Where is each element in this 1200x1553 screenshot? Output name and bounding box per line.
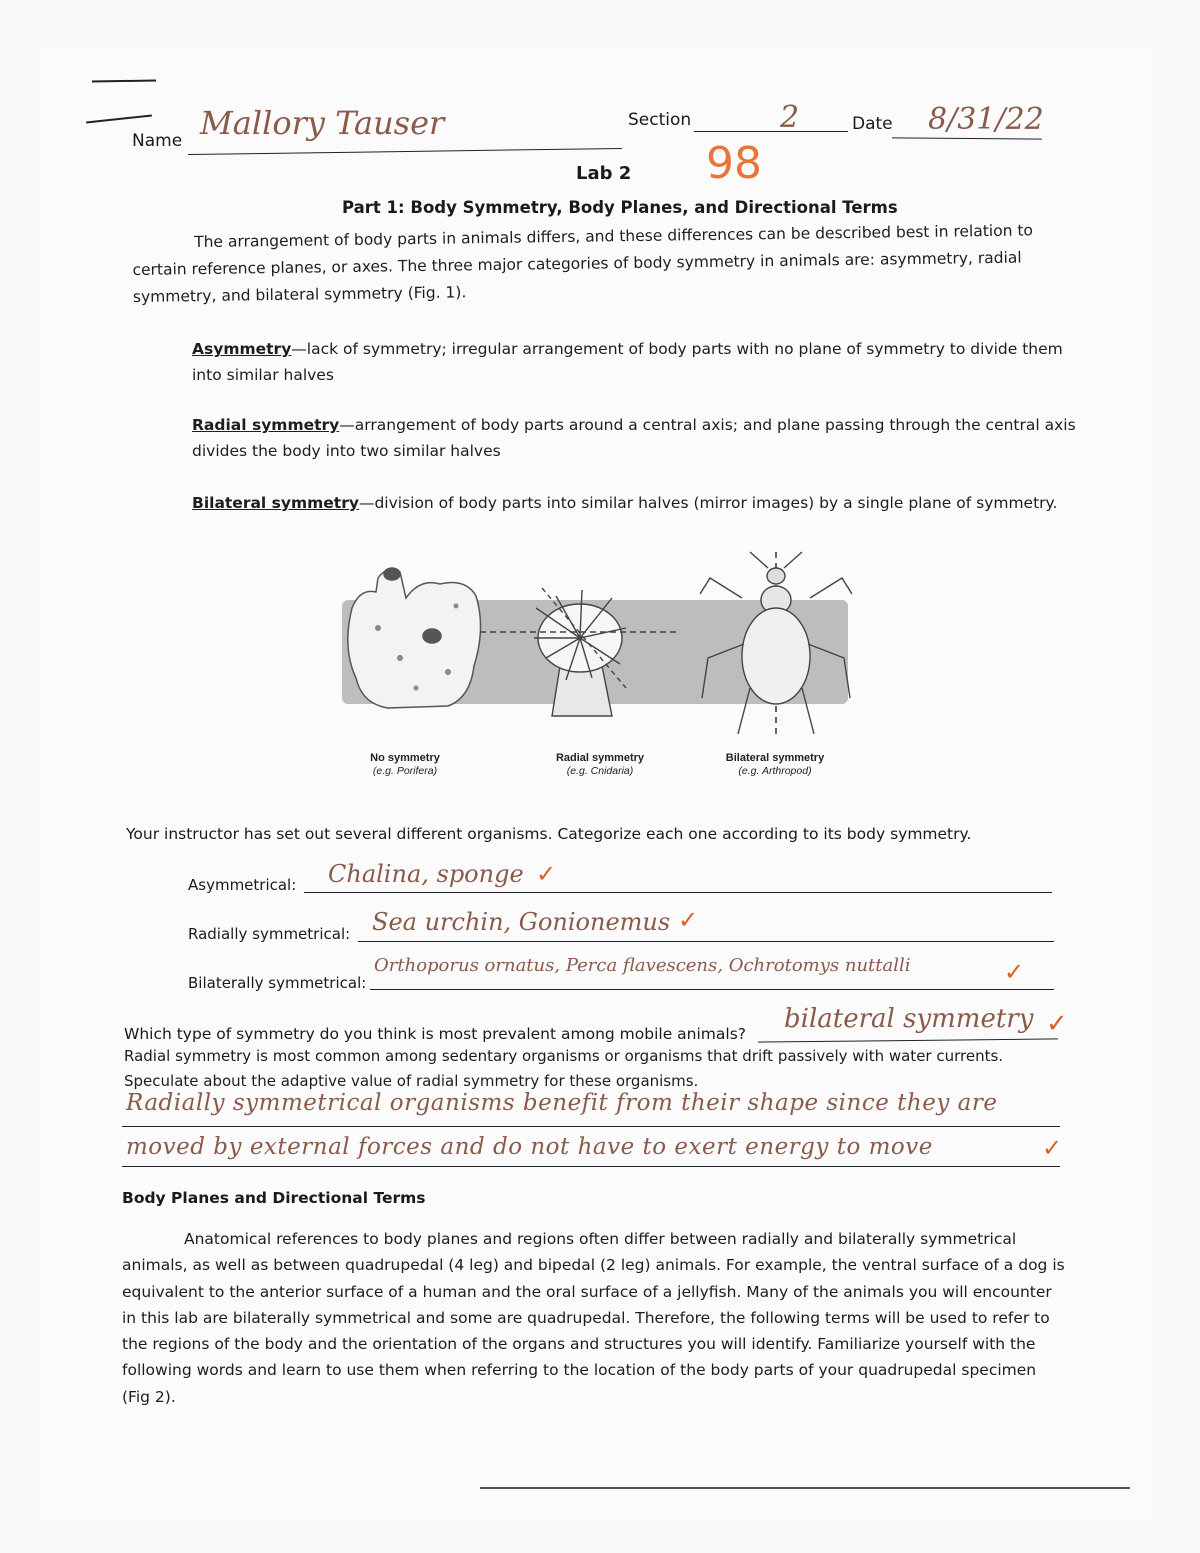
paragraph-line: the regions of the body and the orientation of the organs and structures you will identify. Familiarize yourself with the (122, 1335, 1036, 1354)
caption-example-text: (e.g. Arthropod) (738, 765, 812, 777)
answer-line (122, 1126, 1060, 1127)
radial-question-line: Radial symmetry is most common among sedentary organisms or organisms that drift passively with water currents. (124, 1047, 1004, 1065)
grade-mark: 98 (706, 138, 762, 189)
body-planes-paragraph (122, 1226, 1065, 1410)
caption-example (712, 765, 838, 778)
part1-title: Part 1: Body Symmetry, Body Planes, and Directional Terms (342, 198, 898, 217)
page-bottom-edge (480, 1487, 1130, 1489)
radial-question (124, 1044, 1003, 1094)
bilateral-line (370, 989, 1054, 990)
bilateral-answer[interactable]: Orthoporus ornatus, Perca flavescens, Ochrotomys nuttalli (374, 955, 911, 976)
intro-line: The arrangement of body parts in animals differs, and these differences can be described best in relation to (194, 221, 1034, 252)
radial-line (358, 941, 1054, 942)
paragraph-line: animals, as well as between quadrupedal (4 leg) and bipedal (2 leg) animals. For example, the ventral surface of a dog is (122, 1256, 1065, 1275)
checkmark-icon: ✓ (1042, 1135, 1063, 1162)
definition-bilateral (192, 490, 1057, 516)
caption-example (540, 765, 660, 778)
mobile-question: Which type of symmetry do you think is most prevalent among mobile animals? (124, 1025, 746, 1043)
name-value: Mallory Tauser (200, 104, 445, 142)
definition-text: —arrangement of body parts around a central axis; and plane passing through the central axis (339, 416, 1076, 434)
date-label: Date (852, 114, 893, 134)
caption-example-text: (e.g. Porifera) (372, 765, 438, 777)
symmetry-figure (330, 548, 860, 748)
part1-intro (132, 217, 1034, 311)
caption-example (350, 765, 460, 778)
definition-text: divides the body into two similar halves (192, 442, 501, 460)
date-value: 8/31/22 (928, 102, 1044, 137)
intro-line: certain reference planes, or axes. The three major categories of body symmetry in animals are: asymmetry, radial (132, 248, 1022, 279)
caption-example-text: (e.g. Cnidaria) (566, 765, 634, 777)
definition-term: Radial symmetry (192, 416, 340, 434)
caption-no-symmetry (350, 752, 460, 778)
section-value: 2 (780, 100, 800, 135)
caption-title: Bilateral symmetry (725, 752, 825, 764)
name-label: Name (132, 131, 183, 151)
definition-term: Bilateral symmetry (192, 494, 359, 512)
paragraph-line: equivalent to the anterior surface of a human and the oral surface of a jellyfish. Many of the animals you will encounter (122, 1282, 1052, 1301)
asymmetrical-answer[interactable]: Chalina, sponge (328, 860, 524, 888)
answer-line (122, 1166, 1060, 1167)
radial-label: Radially symmetrical: (188, 925, 351, 943)
checkmark-icon: ✓ (536, 861, 557, 888)
paragraph-line: (Fig 2). (122, 1387, 176, 1406)
definition-term: Asymmetry (192, 340, 292, 358)
definition-radial (192, 412, 1076, 464)
mobile-answer[interactable]: bilateral symmetry (784, 1004, 1034, 1034)
section-label: Section (628, 110, 692, 130)
definition-asymmetry (192, 336, 1063, 388)
checkmark-icon: ✓ (678, 907, 699, 934)
bilateral-label: Bilaterally symmetrical: (188, 974, 367, 992)
categorize-instruction: Your instructor has set out several different organisms. Categorize each one according to its body symmetry. (126, 825, 972, 843)
asymmetrical-line (304, 892, 1052, 893)
definition-text: into similar halves (192, 366, 334, 384)
radial-answer[interactable]: Sea urchin, Gonionemus (372, 908, 671, 936)
caption-title: Radial symmetry (555, 752, 645, 764)
sponge-illustration (348, 568, 481, 708)
section-line (694, 131, 848, 132)
caption-bilateral-symmetry (712, 752, 838, 778)
lab-title: Lab 2 (576, 163, 632, 184)
radial-answer-line2[interactable]: moved by external forces and do not have to exert energy to move (126, 1134, 933, 1160)
paragraph-line: Anatomical references to body planes and regions often differ between radially and bilaterally symmetrical (184, 1230, 1017, 1248)
checkmark-icon: ✓ (1004, 959, 1025, 986)
definition-text: —lack of symmetry; irregular arrangement of body parts with no plane of symmetry to divide them (291, 340, 1063, 358)
radial-question-line: Speculate about the adaptive value of radial symmetry for these organisms. (124, 1072, 699, 1090)
paragraph-line: in this lab are bilaterally symmetrical and some are quadrupedal. Therefore, the following terms will be used to refer to (122, 1308, 1050, 1327)
definition-text: —division of body parts into similar halves (mirror images) by a single plane of symmetry. (358, 494, 1058, 512)
paragraph-line: following words and learn to use them when referring to the location of the body parts of your quadrupedal specimen (122, 1361, 1037, 1380)
asymmetrical-label: Asymmetrical: (188, 876, 297, 894)
checkmark-icon: ✓ (1046, 1008, 1068, 1038)
caption-radial-symmetry (540, 752, 660, 778)
caption-title: No symmetry (370, 752, 440, 764)
body-planes-heading: Body Planes and Directional Terms (122, 1189, 426, 1207)
radial-answer-line1[interactable]: Radially symmetrical organisms benefit from their shape since they are (126, 1090, 998, 1116)
intro-line: symmetry, and bilateral symmetry (Fig. 1). (132, 283, 467, 306)
